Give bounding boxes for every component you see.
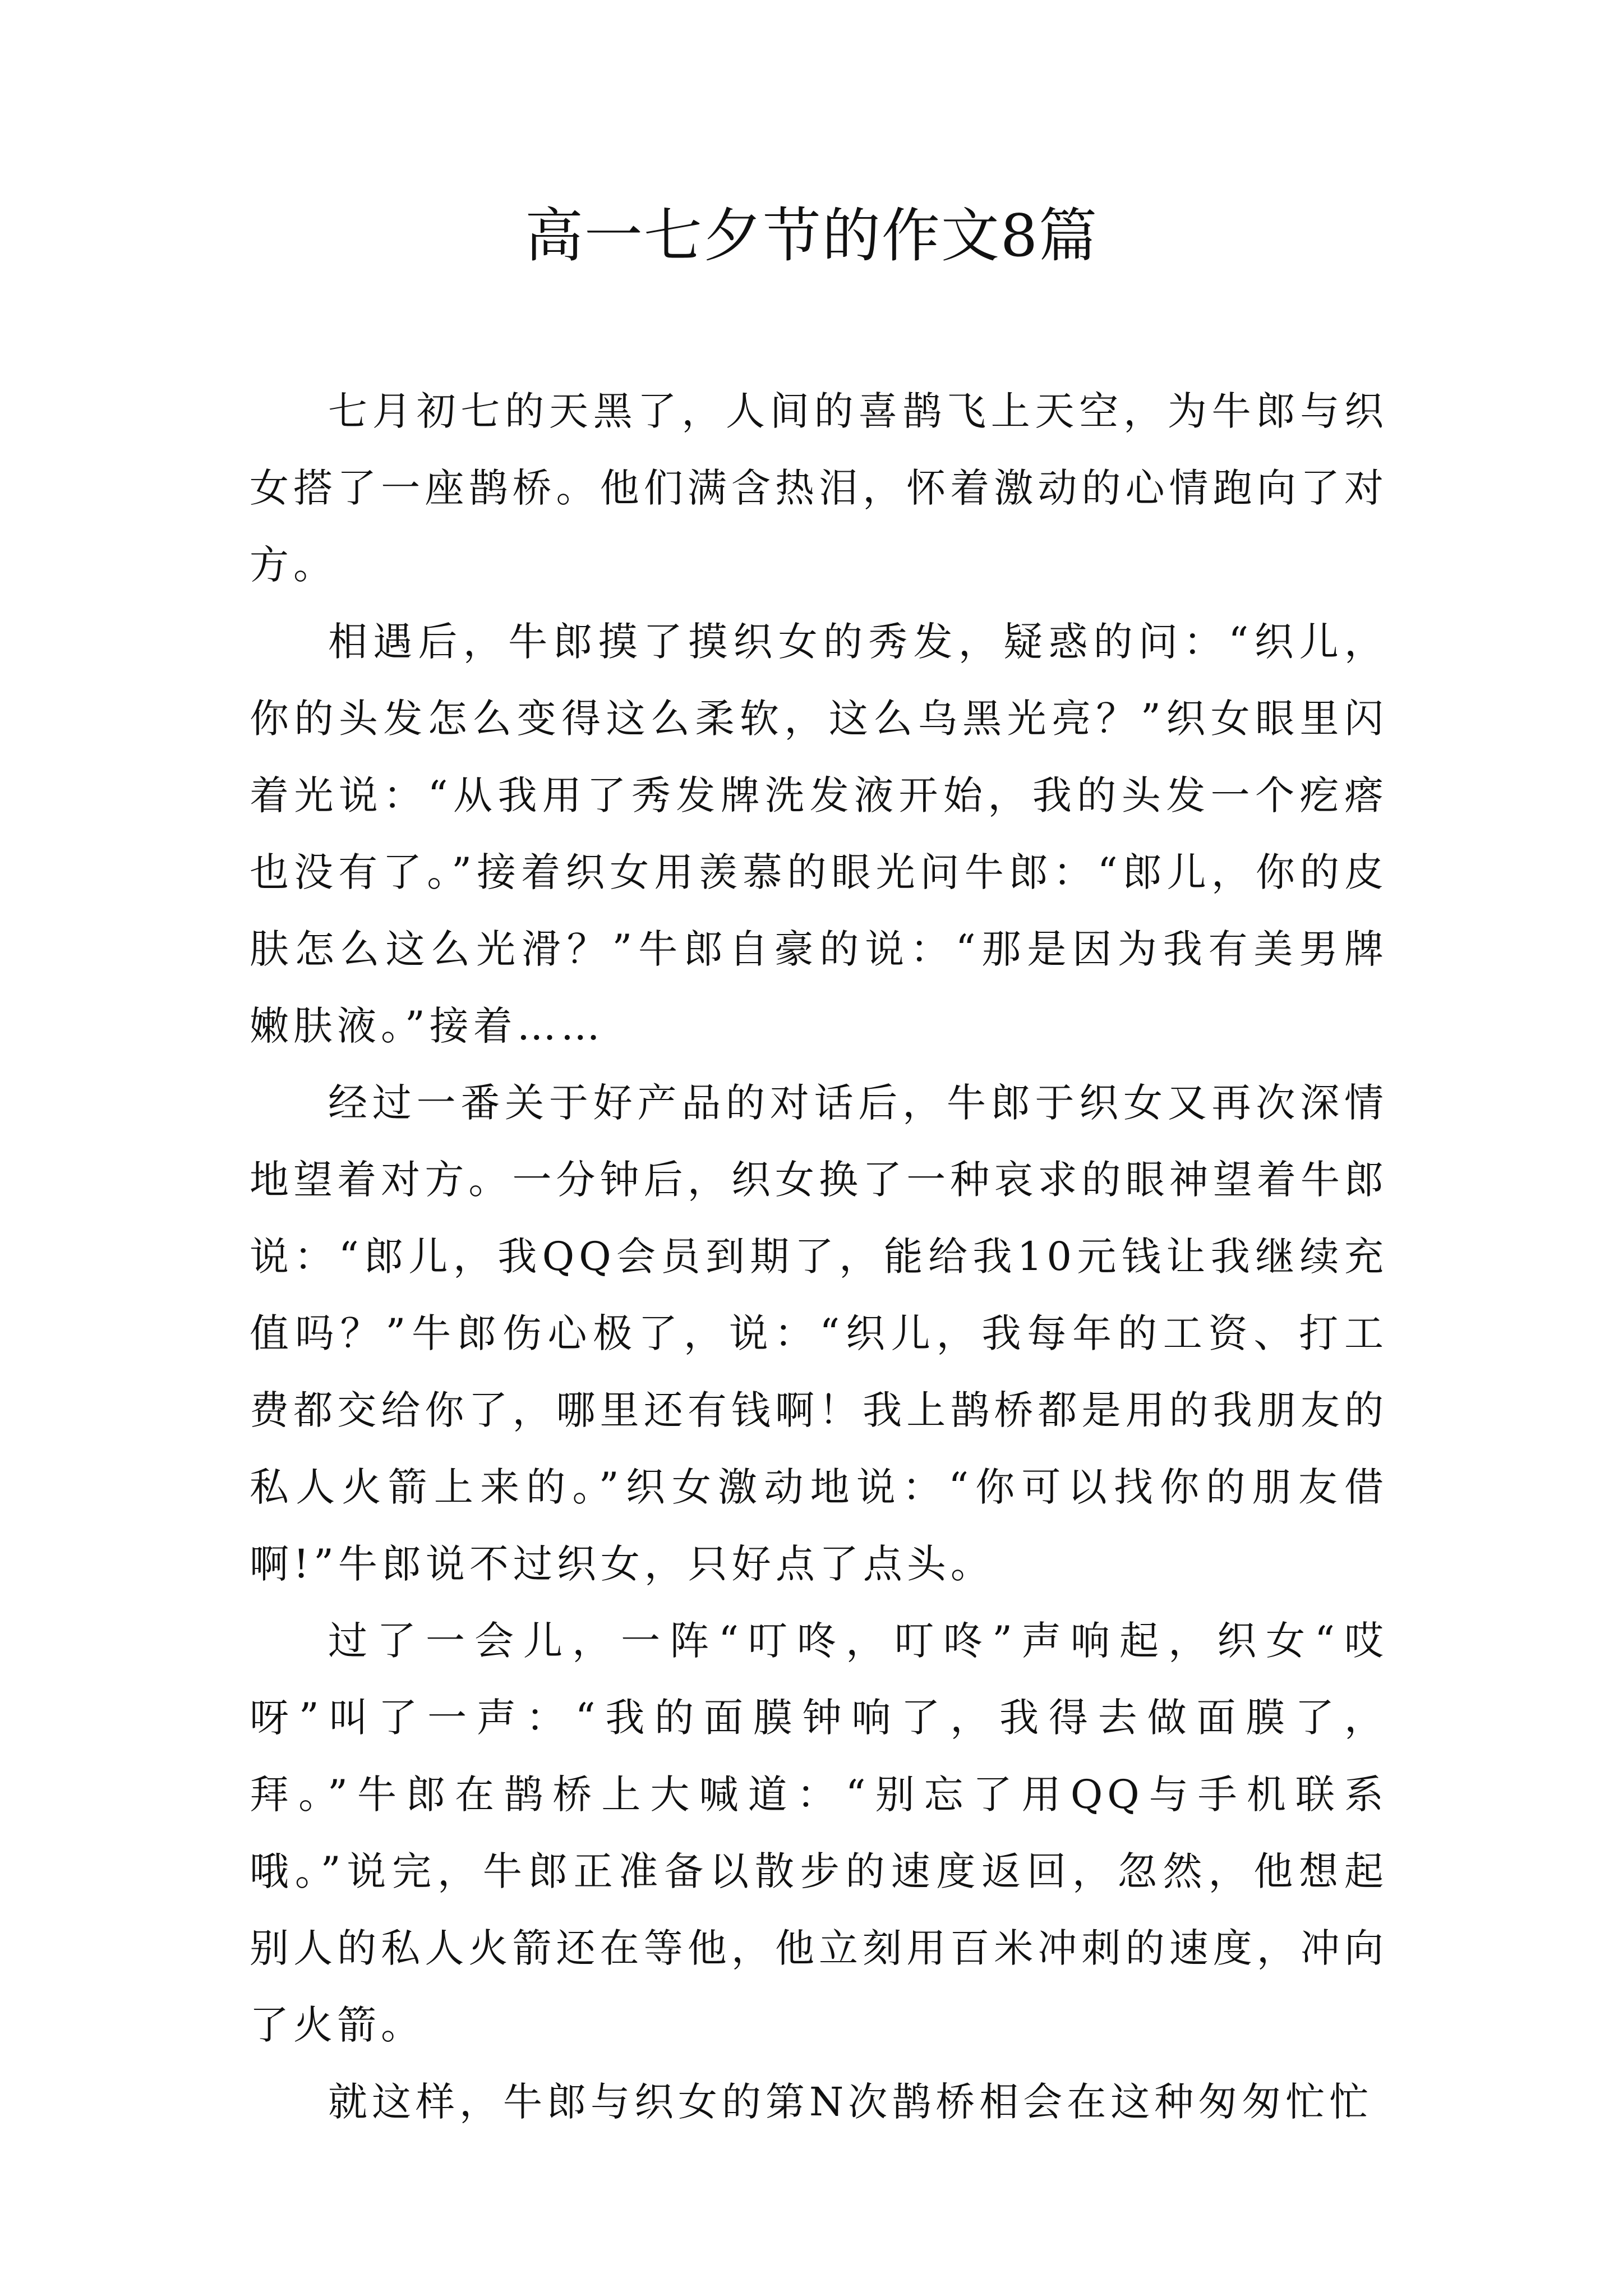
- paragraph: 七月初七的天黑了，人间的喜鹊飞上天空，为牛郎与织女搭了一座鹊桥。他们满含热泪，怀着激动的心情跑向了对方。: [250, 388, 1388, 588]
- paragraph: 过了一会儿，一阵“叮咚，叮咚”声响起，织女“哎呀”叫了一声：“我的面膜钟响了，我得去做面膜了，拜。”牛郎在鹊桥上大喊道：“别忘了用QQ与手机联系哦。”说完，牛郎正准备以散步的速度返回，忽然，他想起别人的私人火箭还在等他，他立刻用百米冲刺的速度，冲向了火箭。: [250, 1618, 1388, 2048]
- paragraph: 相遇后，牛郎摸了摸织女的秀发，疑惑的问：“织儿，你的头发怎么变得这么柔软，这么乌黑光亮？”织女眼里闪着光说：“从我用了秀发牌洗发液开始，我的头发一个疙瘩也没有了。”接着织女用羡慕的眼光问牛郎：“郎儿，你的皮肤怎么这么光滑？”牛郎自豪的说：“那是因为我有美男牌嫩肤液。”接着……: [250, 619, 1388, 1049]
- page-title: 高一七夕节的作文8篇: [524, 201, 1099, 270]
- paragraph: 经过一番关于好产品的对话后，牛郎于织女又再次深情地望着对方。一分钟后，织女换了一种哀求的眼神望着牛郎说：“郎儿，我QQ会员到期了，能给我10元钱让我继续充值吗？”牛郎伤心极了，说：“织儿，我每年的工资、打工费都交给你了，哪里还有钱啊！我上鹊桥都是用的我朋友的私人火箭上来的。”织女激动地说：“你可以找你的朋友借啊!”牛郎说不过织女，只好点了点头。: [250, 1080, 1388, 1587]
- paragraph: 就这样，牛郎与织女的第N次鹊桥相会在这种匆匆忙忙: [328, 2079, 1373, 2125]
- document-body: [250, 373, 1388, 2141]
